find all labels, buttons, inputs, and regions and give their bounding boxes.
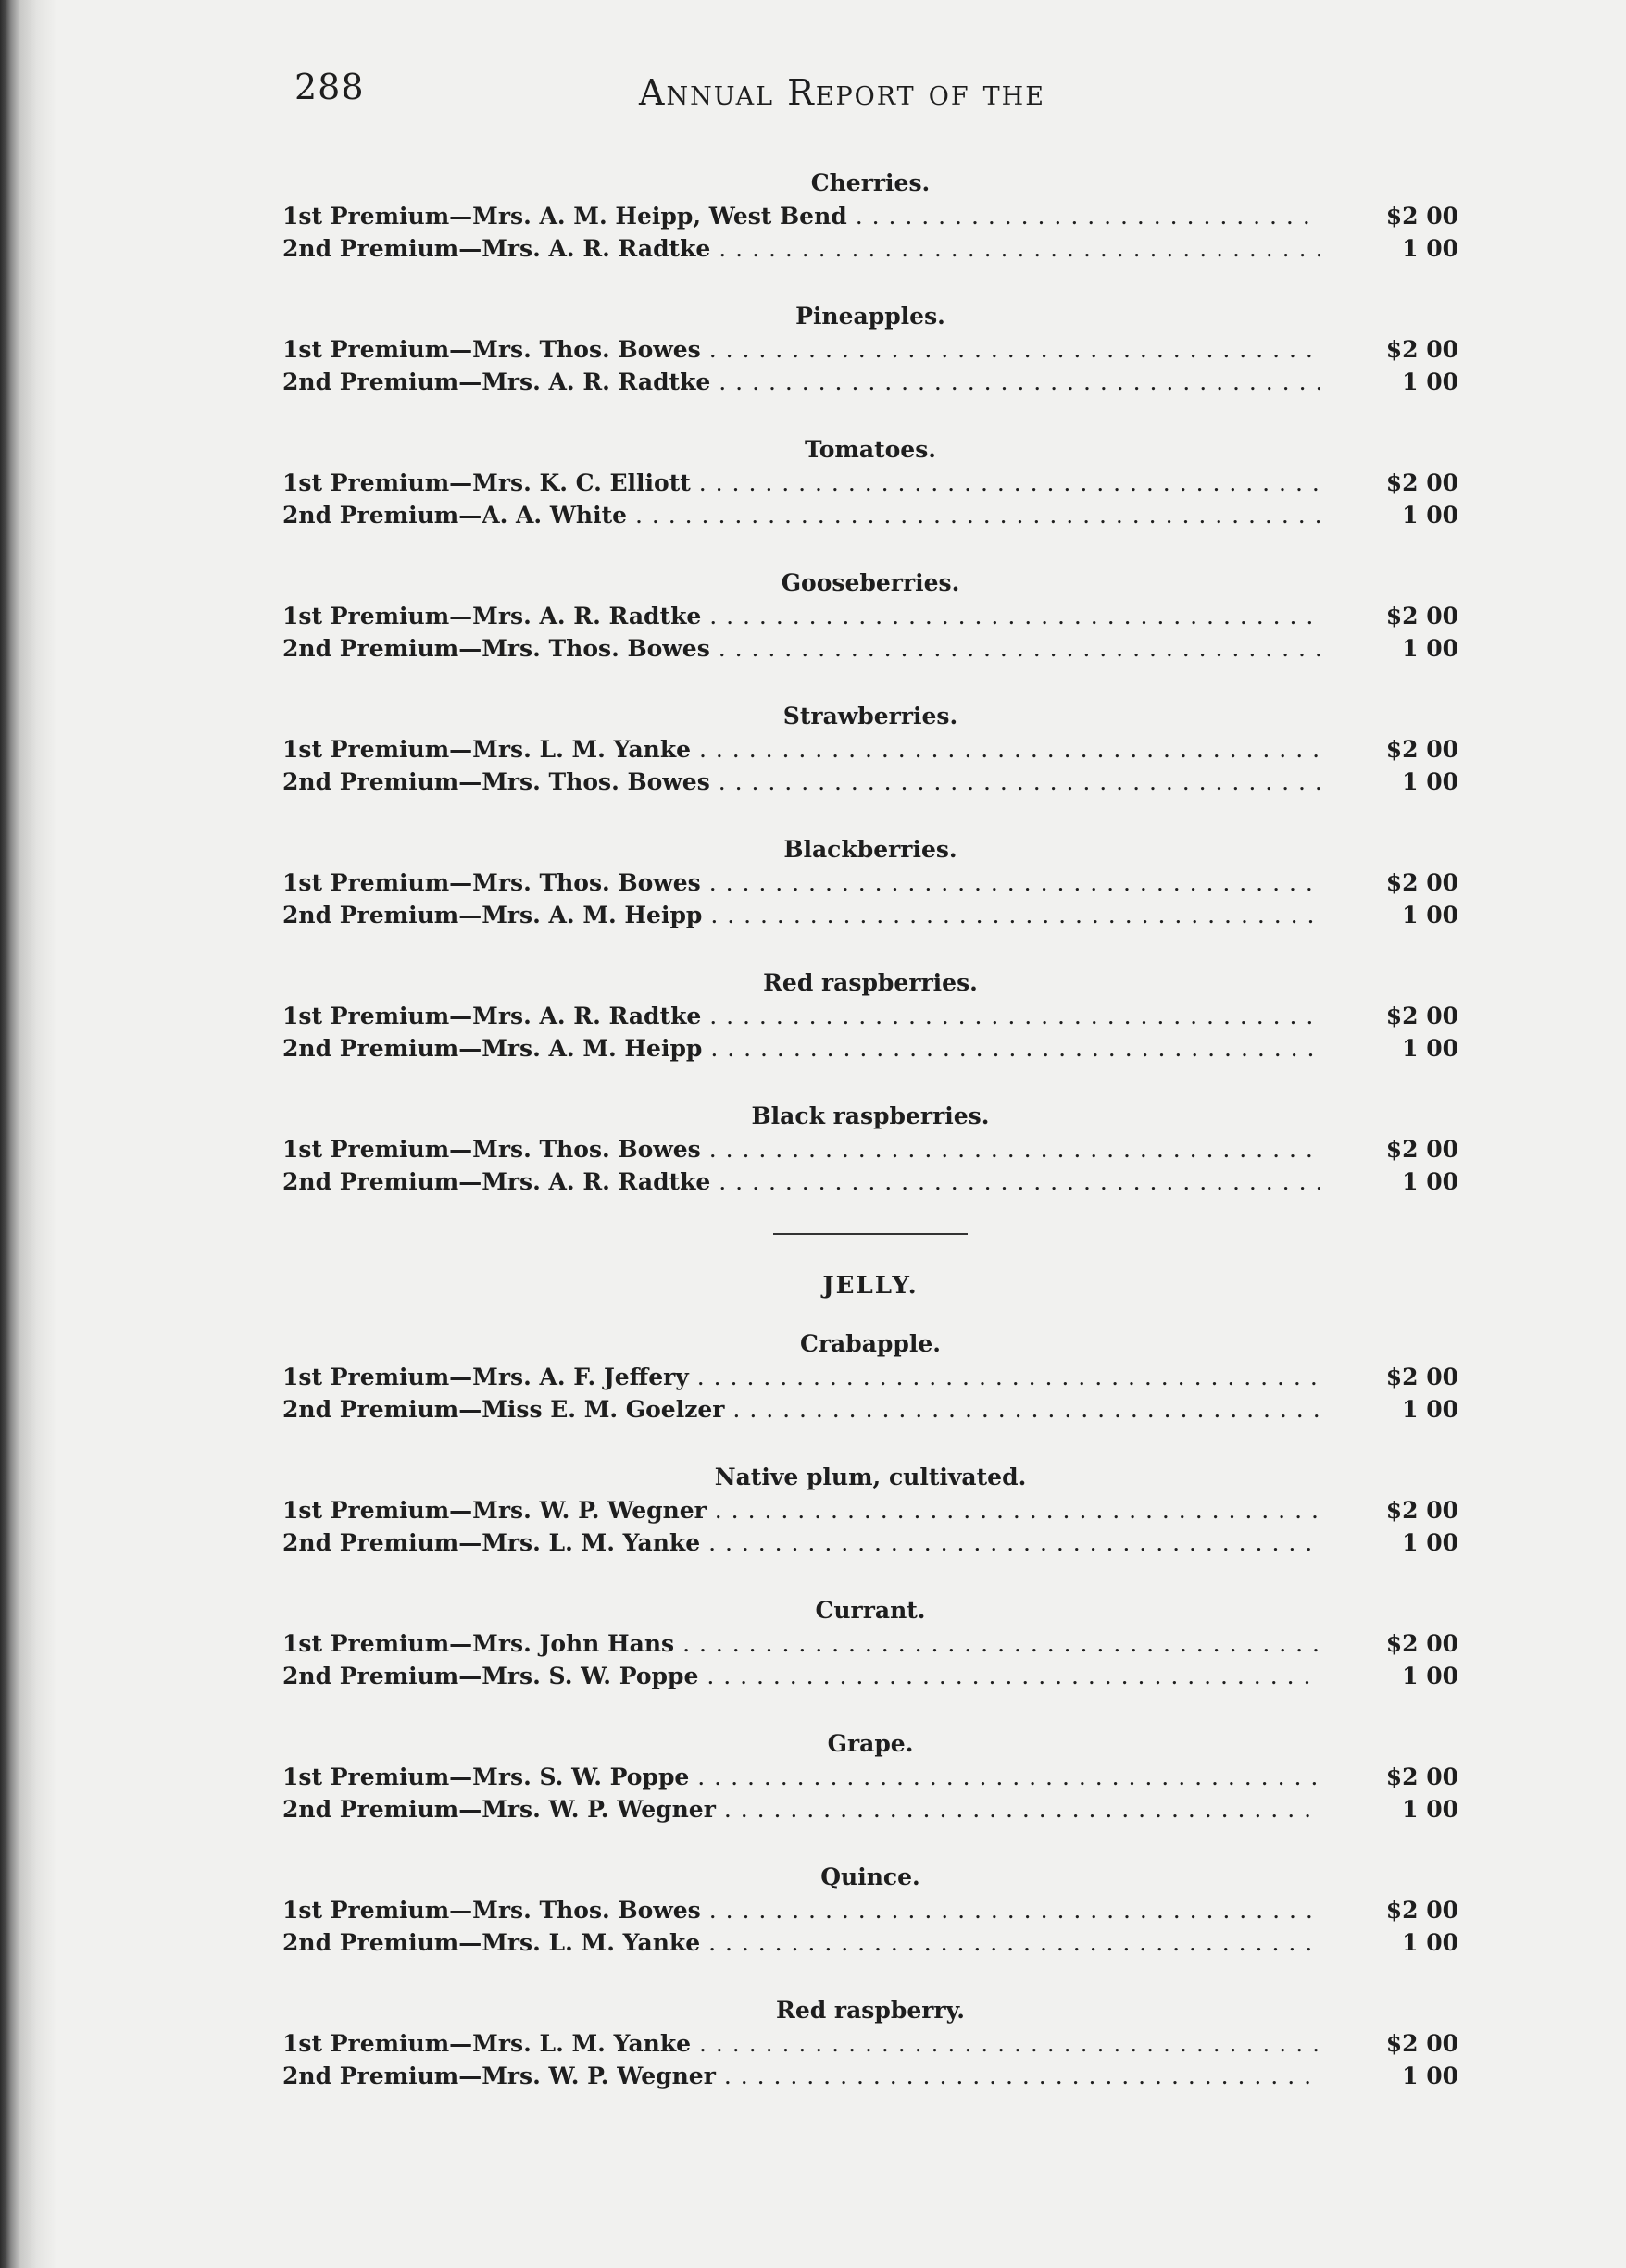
entry-amount: 1 00: [1402, 902, 1458, 928]
entry-amount: 1 00: [1402, 768, 1458, 795]
entry-amount: $2 00: [1385, 336, 1458, 363]
entry-text: 2nd Premium—Mrs. A. R. Radtke . . .: [282, 232, 1320, 265]
premium-entry: [282, 1494, 1458, 1527]
premium-entry: [282, 1627, 1458, 1660]
entry-amount: 1 00: [1402, 2062, 1458, 2089]
section-heading: Cherries.: [810, 169, 931, 196]
entry-amount: $2 00: [1385, 469, 1458, 496]
section-heading: Currant.: [815, 1597, 926, 1624]
fruit-sections: [282, 167, 1458, 1198]
entry-text: 2nd Premium—Mrs. A. R. Radtke . . .: [282, 1165, 1320, 1198]
category-heading-jelly: JELLY.: [822, 1272, 919, 1300]
section-heading: Red raspberry.: [776, 1997, 965, 2024]
entry-text: 2nd Premium—Miss E. M. Goelzer . . .: [282, 1393, 1320, 1426]
premium-entry: [282, 1926, 1458, 1959]
premium-entry: [282, 766, 1458, 798]
section-crabapple: [282, 1327, 1458, 1426]
premium-entry: [282, 1894, 1458, 1926]
section-grape: [282, 1727, 1458, 1826]
entry-amount: $2 00: [1385, 203, 1458, 230]
entry-amount: $2 00: [1385, 869, 1458, 896]
entry-text: 1st Premium—Mrs. S. W. Poppe . . .: [282, 1761, 1320, 1793]
premium-entry: [282, 1032, 1458, 1065]
premium-entry: [282, 1361, 1458, 1393]
entry-amount: 1 00: [1402, 1529, 1458, 1556]
entry-text: 1st Premium—Mrs. W. P. Wegner . . .: [282, 1494, 1320, 1527]
premium-entry: [282, 2060, 1458, 2092]
section-tomatoes: [282, 433, 1458, 531]
section-heading: Native plum, cultivated.: [714, 1464, 1027, 1490]
section-heading: Blackberries.: [783, 836, 957, 863]
entry-text: 2nd Premium—Mrs. A. R. Radtke . . .: [282, 366, 1320, 398]
premium-entry: [282, 366, 1458, 398]
entry-amount: 1 00: [1402, 1396, 1458, 1423]
premium-entry: [282, 333, 1458, 366]
entry-text: 2nd Premium—Mrs. W. P. Wegner . . .: [282, 2060, 1320, 2092]
entry-text: 1st Premium—Mrs. A. R. Radtke . . .: [282, 600, 1320, 632]
entry-text: 2nd Premium—Mrs. Thos. Bowes . . .: [282, 766, 1320, 798]
entry-text: 1st Premium—Mrs. L. M. Yanke . . .: [282, 733, 1320, 766]
entry-text: 2nd Premium—Mrs. A. M. Heipp . . .: [282, 1032, 1320, 1065]
entry-text: 1st Premium—Mrs. A. M. Heipp, West Bend . . .: [282, 200, 1320, 232]
entry-amount: $2 00: [1385, 603, 1458, 629]
premium-entry: [282, 600, 1458, 632]
entry-text: 2nd Premium—Mrs. W. P. Wegner . . .: [282, 1793, 1320, 1826]
section-red-raspberry: [282, 1994, 1458, 2092]
section-gooseberries: [282, 567, 1458, 665]
premium-entry: [282, 1660, 1458, 1692]
section-blackberries: [282, 833, 1458, 931]
entry-text: 2nd Premium—A. A. White . . .: [282, 499, 1320, 531]
premium-entry: [282, 232, 1458, 265]
section-red-raspberries: [282, 966, 1458, 1065]
entry-amount: 1 00: [1402, 635, 1458, 662]
section-currant: [282, 1594, 1458, 1692]
entry-amount: $2 00: [1385, 1763, 1458, 1790]
entry-text: 2nd Premium—Mrs. L. M. Yanke . . .: [282, 1527, 1320, 1559]
section-heading: Gooseberries.: [781, 569, 960, 596]
section-heading: Red raspberries.: [763, 969, 978, 996]
section-native-plum: [282, 1461, 1458, 1559]
section-heading: Crabapple.: [799, 1330, 941, 1357]
premium-entry: [282, 866, 1458, 899]
premium-entry: [282, 499, 1458, 531]
page-header: [294, 67, 1313, 122]
entry-amount: $2 00: [1385, 1136, 1458, 1163]
entry-amount: 1 00: [1402, 368, 1458, 395]
section-heading: Strawberries.: [782, 703, 958, 729]
entry-amount: $2 00: [1385, 1630, 1458, 1657]
page-number: 288: [294, 67, 365, 107]
section-pineapples: [282, 300, 1458, 398]
entry-text: 2nd Premium—Mrs. Thos. Bowes . . .: [282, 632, 1320, 665]
entry-amount: 1 00: [1402, 1929, 1458, 1956]
premium-entry: [282, 2027, 1458, 2060]
premium-entry: [282, 632, 1458, 665]
premium-entry: [282, 1000, 1458, 1032]
premium-entry: [282, 1393, 1458, 1426]
jelly-sections: [282, 1327, 1458, 2092]
premium-entry: [282, 200, 1458, 232]
entry-amount: $2 00: [1385, 1003, 1458, 1029]
entry-amount: $2 00: [1385, 1364, 1458, 1390]
section-quince: [282, 1861, 1458, 1959]
entry-amount: 1 00: [1402, 1796, 1458, 1823]
running-title: Annual Report of the: [639, 72, 1045, 113]
entry-text: 1st Premium—Mrs. K. C. Elliott . . .: [282, 467, 1320, 499]
entry-text: 1st Premium—Mrs. A. F. Jeffery . . .: [282, 1361, 1320, 1393]
entry-text: 1st Premium—Mrs. Thos. Bowes . . .: [282, 333, 1320, 366]
entry-amount: 1 00: [1402, 1168, 1458, 1195]
section-heading: Pineapples.: [795, 303, 945, 330]
entry-amount: $2 00: [1385, 1497, 1458, 1524]
entry-text: 2nd Premium—Mrs. S. W. Poppe . . .: [282, 1660, 1320, 1692]
premium-entry: [282, 1761, 1458, 1793]
premium-entry: [282, 1527, 1458, 1559]
entry-amount: 1 00: [1402, 502, 1458, 529]
entry-text: 2nd Premium—Mrs. L. M. Yanke . . .: [282, 1926, 1320, 1959]
entry-amount: 1 00: [1402, 235, 1458, 262]
section-heading: Grape.: [827, 1730, 914, 1757]
section-heading: Tomatoes.: [805, 436, 936, 463]
premium-list: [282, 167, 1458, 2127]
section-cherries: [282, 167, 1458, 265]
entry-amount: $2 00: [1385, 1897, 1458, 1924]
premium-entry: [282, 1793, 1458, 1826]
entry-text: 1st Premium—Mrs. A. R. Radtke . . .: [282, 1000, 1320, 1032]
premium-entry: [282, 899, 1458, 931]
premium-entry: [282, 467, 1458, 499]
entry-text: 2nd Premium—Mrs. A. M. Heipp . . .: [282, 899, 1320, 931]
premium-entry: [282, 1133, 1458, 1165]
entry-text: 1st Premium—Mrs. John Hans . . .: [282, 1627, 1320, 1660]
premium-entry: [282, 733, 1458, 766]
section-heading: Black raspberries.: [751, 1103, 990, 1129]
entry-text: 1st Premium—Mrs. L. M. Yanke . . .: [282, 2027, 1320, 2060]
premium-entry: [282, 1165, 1458, 1198]
entry-amount: $2 00: [1385, 736, 1458, 763]
section-heading: Quince.: [820, 1863, 920, 1890]
section-strawberries: [282, 700, 1458, 798]
entry-amount: 1 00: [1402, 1035, 1458, 1062]
section-divider: [773, 1233, 968, 1235]
entry-amount: $2 00: [1385, 2030, 1458, 2057]
entry-text: 1st Premium—Mrs. Thos. Bowes . . .: [282, 1133, 1320, 1165]
entry-text: 1st Premium—Mrs. Thos. Bowes . . .: [282, 866, 1320, 899]
entry-text: 1st Premium—Mrs. Thos. Bowes . . .: [282, 1894, 1320, 1926]
section-black-raspberries: [282, 1100, 1458, 1198]
entry-amount: 1 00: [1402, 1663, 1458, 1689]
